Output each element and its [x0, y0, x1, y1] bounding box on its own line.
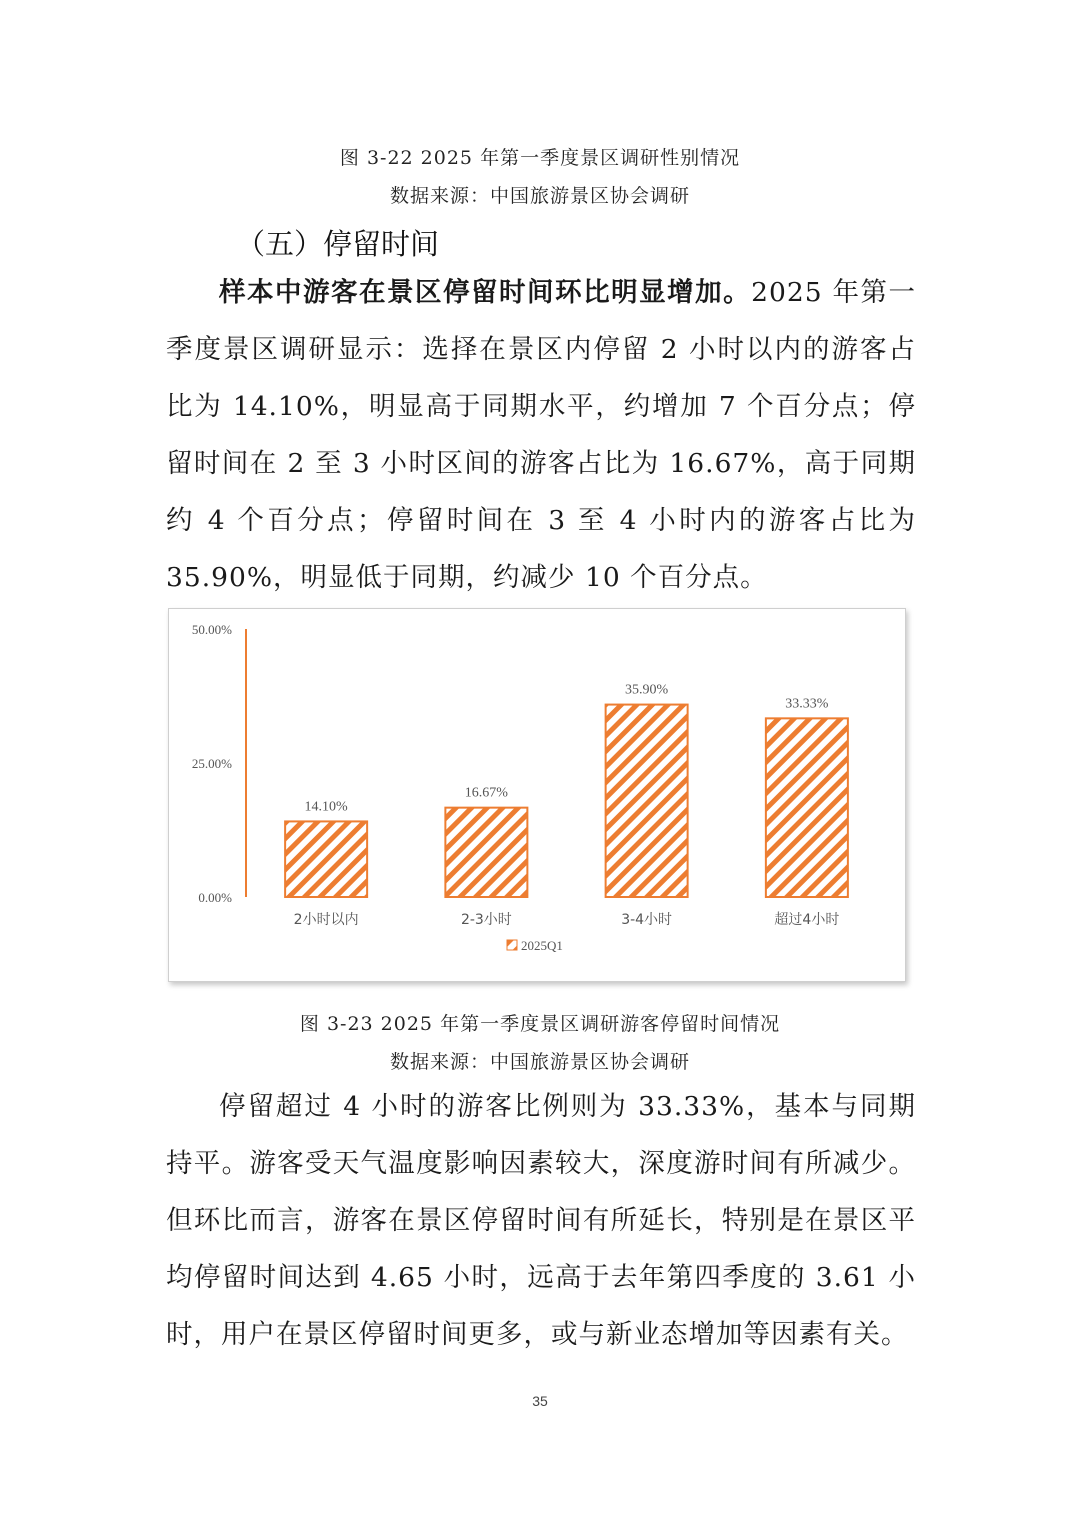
y-tick-label: 50.00% [191, 622, 232, 637]
data-label: 33.33% [785, 696, 829, 712]
bar [445, 808, 527, 897]
paragraph-2: 停留超过 4 小时的游客比例则为 33.33%，基本与同期持平。游客受天气温度影响因素较大，深度游时间有所减少。但环比而言，游客在景区停留时间有所延长，特别是在景区平均停留时间达到 4.65 小时，远高于去年第四季度的 3.61 小时，用户在景区停留时间更多，或与新业态增加等因素有关。 [166, 1091, 916, 1350]
bar [606, 705, 688, 897]
prev-figure-source: 数据来源：中国旅游景区协会调研 [389, 185, 690, 207]
y-tick-label: 25.00% [191, 756, 232, 771]
x-tick-label: 2小时以内 [293, 912, 359, 928]
data-label: 16.67% [464, 785, 508, 801]
x-tick-label: 超过4小时 [774, 912, 840, 928]
figure-caption: 图 3-23 2025 年第一季度景区调研游客停留时间情况 [299, 1013, 781, 1035]
stay-time-chart [168, 608, 906, 982]
data-label: 14.10% [304, 799, 348, 815]
y-tick-label: 0.00% [198, 890, 232, 905]
figure-source: 数据来源：中国旅游景区协会调研 [389, 1051, 690, 1073]
legend-swatch [507, 940, 517, 950]
bar [285, 821, 367, 897]
paragraph-1-text: 2025 年第一季度景区调研显示：选择在景区内停留 2 小时以内的游客占比为 14.10%，明显高于同期水平，约增加 7 个百分点；停留时间在 2 至 3 小时区间的游客占比为 16.67%，高于同期约 4 个百分点；停留时间在 3 至 4 小时内的游客占比为 35.90%，明显低于同期，约减少 10 个百分点。 [166, 277, 916, 593]
paragraph-1 [166, 264, 916, 606]
legend-label: 2025Q1 [521, 938, 563, 953]
x-tick-label: 2-3小时 [460, 912, 512, 928]
bar [766, 718, 848, 897]
data-label: 35.90% [625, 682, 669, 698]
page-number: 35 [532, 1393, 548, 1409]
chart-svg [169, 609, 905, 981]
section-heading: （五）停留时间 [236, 227, 440, 261]
prev-figure-caption: 图 3-22 2025 年第一季度景区调研性别情况 [339, 147, 741, 169]
x-tick-label: 3-4小时 [621, 912, 673, 928]
paragraph-1-lead: 样本中游客在景区停留时间环比明显增加。 [219, 277, 752, 308]
